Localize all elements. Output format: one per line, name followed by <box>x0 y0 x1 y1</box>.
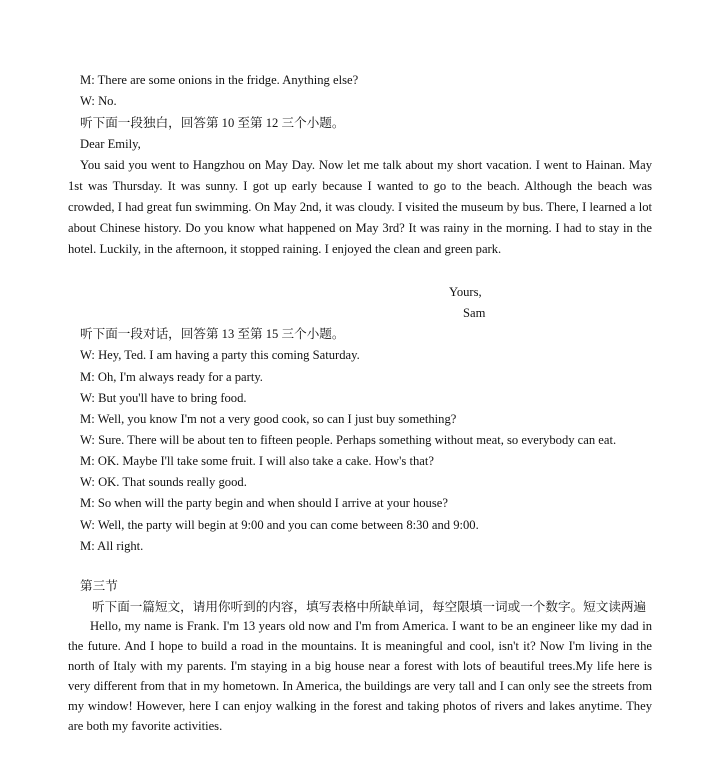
dialogue-line: W: Well, the party will begin at 9:00 and you can come between 8:30 and 9:00. <box>80 518 479 532</box>
dialogue-line: W: Sure. There will be about ten to fifteen people. Perhaps something without meat, so everybody can eat. <box>80 433 617 447</box>
dialogue-line: M: So when will the party begin and when should I arrive at your house? <box>80 496 448 510</box>
letter-signature: Sam <box>463 306 486 320</box>
letter-body: You said you went to Hangzhou on May Day. Now let me talk about my short vacation. I went to Hainan. May 1st was Thursday. It was sunny. I got up early because I wanted to go to the beach. Although the beach was crowded, I had great fun swimming. On May 2nd, it was cloudy. I visited the museum by bus. There, I learned a lot about Chinese history. Do you know what happened on May 3rd? It was rainy in the morning. I had to stay in the hotel. Luckily, in the afternoon, it stopped raining. I enjoyed the clean and green park. <box>68 158 652 256</box>
passage-body: Hello, my name is Frank. I'm 13 years old now and I'm from America. I want to be an engineer like my dad in the future. And I hope to build a road in the mountains. It is meaningful and cool, isn't it? Now I'm living in the north of Italy with my parents. I'm staying in a big house near a forest with lots of beautiful trees.My life here is very different from that in my hometown. In America, the buildings are very tall and I can only see the streets from my window! However, here I can enjoy walking in the forest and taking photos of rivers and lakes anytime. They are both my favorite activities. <box>68 619 652 733</box>
dialogue-line: W: OK. That sounds really good. <box>80 475 247 489</box>
dialogue-line: W: Hey, Ted. I am having a party this coming Saturday. <box>80 348 360 362</box>
section-instruction: 听下面一篇短文，请用你听到的内容，填写表格中所缺单词，每空限填一词或一个数字。短文读两遍 <box>92 600 647 614</box>
dialogue-line: W: No. <box>80 94 117 108</box>
dialogue-line: M: Oh, I'm always ready for a party. <box>80 370 263 384</box>
dialogue-line: M: OK. Maybe I'll take some fruit. I will also take a cake. How's that? <box>80 454 434 468</box>
letter-closing: Yours, <box>449 285 482 299</box>
dialogue-line: W: But you'll have to bring food. <box>80 391 247 405</box>
instruction-10-12: 听下面一段独白，回答第 10 至第 12 三个小题。 <box>80 116 345 130</box>
dialogue-line: M: All right. <box>80 539 144 553</box>
letter-greeting: Dear Emily, <box>80 137 141 151</box>
section-heading: 第三节 <box>80 579 118 593</box>
dialogue-line: M: Well, you know I'm not a very good cook, so can I just buy something? <box>80 412 457 426</box>
dialogue-line: M: There are some onions in the fridge. Anything else? <box>80 73 359 87</box>
instruction-13-15: 听下面一段对话，回答第 13 至第 15 三个小题。 <box>80 327 345 341</box>
